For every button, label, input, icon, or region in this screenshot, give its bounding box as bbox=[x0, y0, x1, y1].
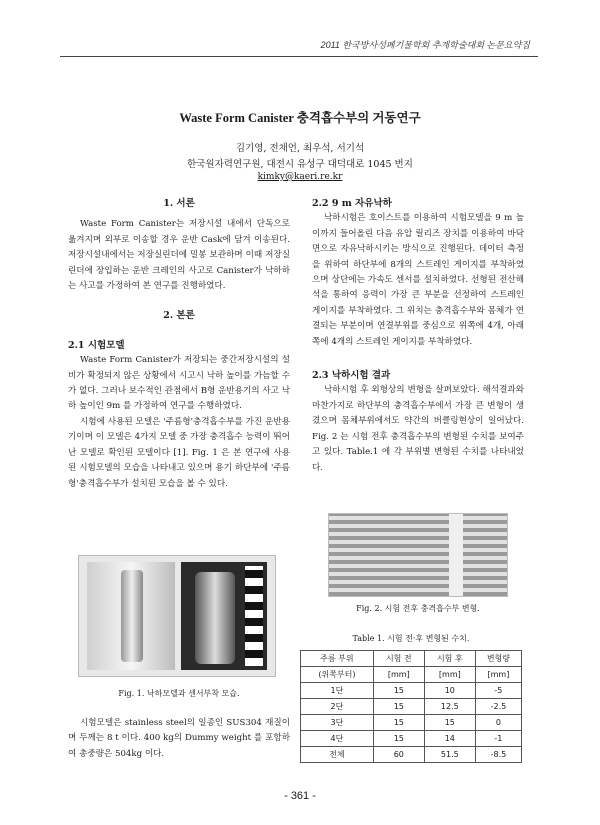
table-1-caption: Table 1. 시험 전·후 변형된 수치. bbox=[352, 634, 470, 643]
left-column bbox=[68, 196, 290, 492]
fig1-model-photo bbox=[87, 562, 175, 670]
fig1-sensor-photo bbox=[181, 562, 267, 670]
table-header-cell: 시험 후 bbox=[424, 651, 475, 667]
table-row bbox=[301, 747, 522, 763]
table-header-cell: 변형량 bbox=[475, 651, 521, 667]
table-cell: 10 bbox=[424, 683, 475, 699]
left-column-bottom bbox=[68, 716, 290, 762]
table-cell: 3단 bbox=[301, 715, 374, 731]
table-header-cell: (위쪽부터) bbox=[301, 667, 374, 683]
section-intro-title: 1. 서론 bbox=[163, 198, 195, 209]
table-cell: 15 bbox=[373, 715, 424, 731]
intro-paragraph: Waste Form Canister는 저장시설 내에서 단독으로 옮겨지며 외부로 이송할 경우 운반 Cask에 담겨 이송된다. 저장시설내에서는 저장실린더에 밀봉 보관하며 이때 저장실린더에 장입하는 운반 크레인의 사고로 Canister가 낙하하는 사고를 가정하여 본 연구를 진행하였다. bbox=[68, 219, 290, 292]
affiliation: 한국원자력연구원, 대전시 유성구 대덕대로 1045 번지 bbox=[187, 159, 413, 170]
email-link[interactable]: kimky@kaeri.re.kr bbox=[257, 172, 343, 182]
page-number: - 361 - bbox=[284, 790, 316, 802]
table-cell: 전체 bbox=[301, 747, 374, 763]
table-cell: 14 bbox=[424, 731, 475, 747]
figure-1-caption: Fig. 1. 낙하모델과 센서부착 모습. bbox=[118, 689, 240, 698]
table-header-cell: [mm] bbox=[373, 667, 424, 683]
header-rule bbox=[60, 56, 538, 57]
fig2-fold-photo bbox=[329, 514, 507, 596]
table-cell: 15 bbox=[373, 699, 424, 715]
s22-paragraph: 낙하시험은 호이스트를 이용하여 시험모델을 9 m 높이까지 들어올린 다음 유압 릴리즈 장치를 이용하여 바닥면으로 자유낙하시키는 방식으로 진행된다. 데이터 측정을 위하여 하단부에 8개의 스트레인 게이지를 부착하였으며 상단에는 가속도 센서를 설치하였다. 선형된 전산해석을 통하여 응력이 가장 큰 부분을 선정하여 스트레인 게이지를 부착하였다. 그 위치는 충격흡수부와 몸체가 연결되는 부분이며 연결부위를 중심으로 위쪽에 4개, 아래쪽에 4개의 스트레인 게이지를 부착하였다. bbox=[312, 213, 524, 347]
table-cell: -1 bbox=[475, 731, 521, 747]
table-1 bbox=[300, 650, 522, 763]
table-cell: 2단 bbox=[301, 699, 374, 715]
table-header-cell: [mm] bbox=[475, 667, 521, 683]
running-header: 2011 한국방사성폐기물학회 추계학술대회 논문요약집 bbox=[320, 40, 530, 50]
figure-1 bbox=[78, 555, 276, 677]
figure-2 bbox=[328, 513, 508, 597]
table-header-cell: [mm] bbox=[424, 667, 475, 683]
section-body-title: 2. 본론 bbox=[163, 310, 195, 322]
s21-paragraph-3: 시험모델은 stainless steel의 일종인 SUS304 재질이며 두께는 8 t 이다. 400 kg의 Dummy weight 를 포함하여 총중량은 504kg 이다. bbox=[68, 718, 290, 759]
table-row bbox=[301, 683, 522, 699]
table-cell: 15 bbox=[373, 683, 424, 699]
table-cell: 51.5 bbox=[424, 747, 475, 763]
s21-paragraph-2: 시험에 사용된 모델은 '주름형'충격흡수부를 가진 운반용기이며 이 모델은 4가지 모델 중 가장 충격흡수 능력이 뛰어난 모델로 확인된 모델이다 [1]. Fig. 1 은 본 연구에 사용된 시험모델의 모습을 나타내고 있으며 용기 하단부에 '주름형'충격흡수부가 설치된 모습을 볼 수 있다. bbox=[68, 416, 290, 489]
section-2-1-title: 2.1 시험모델 bbox=[68, 339, 125, 351]
table-header-row-2 bbox=[301, 667, 522, 683]
paper-title: Waste Form Canister 충격흡수부의 거동연구 bbox=[179, 111, 421, 125]
authors: 김기영, 전채언, 최우석, 서기석 bbox=[235, 143, 365, 154]
table-cell: 0 bbox=[475, 715, 521, 731]
table-header-row-1 bbox=[301, 651, 522, 667]
table-header-cell: 주름 부위 bbox=[301, 651, 374, 667]
table-cell: -8.5 bbox=[475, 747, 521, 763]
s21-paragraph-1: Waste Form Canister가 저장되는 중간저장시설의 설비가 확정되지 않은 상황에서 시고시 낙하 높이를 가늠할 수가 없다. 그러나 보수적인 관점에서 B형 운반용기의 사고 낙하 높이인 9m 를 가정하여 연구를 수행하였다. bbox=[68, 355, 290, 412]
table-cell: 60 bbox=[373, 747, 424, 763]
email bbox=[0, 172, 600, 182]
table-row bbox=[301, 715, 522, 731]
right-column bbox=[312, 196, 524, 476]
table-header-cell: 시험 전 bbox=[373, 651, 424, 667]
table-cell: 12.5 bbox=[424, 699, 475, 715]
table-row bbox=[301, 731, 522, 747]
table-cell: 15 bbox=[424, 715, 475, 731]
table-row bbox=[301, 699, 522, 715]
figure-2-caption: Fig. 2. 시험 전후 충격흡수부 변형. bbox=[356, 604, 480, 613]
table-cell: -5 bbox=[475, 683, 521, 699]
table-cell: -2.5 bbox=[475, 699, 521, 715]
table-cell: 15 bbox=[373, 731, 424, 747]
s23-paragraph: 낙하시험 후 외형상의 변형을 살펴보았다. 해석결과와 마찬가지로 하단부의 충격흡수부에서 가장 큰 변형이 생겼으며 몸체부위에서도 약간의 버클링현상이 일어났다. Fig. 2 는 시험 전후 충격흡수부의 변형된 수치를 보여주고 있다. Table.1 에 각 부위별 변형된 수치를 나타내었다. bbox=[312, 385, 524, 473]
section-2-3-title: 2.3 낙하시험 결과 bbox=[312, 370, 391, 382]
table-cell: 1단 bbox=[301, 683, 374, 699]
section-2-2-title: 2.2 9 m 자유낙하 bbox=[312, 198, 392, 209]
table-cell: 4단 bbox=[301, 731, 374, 747]
